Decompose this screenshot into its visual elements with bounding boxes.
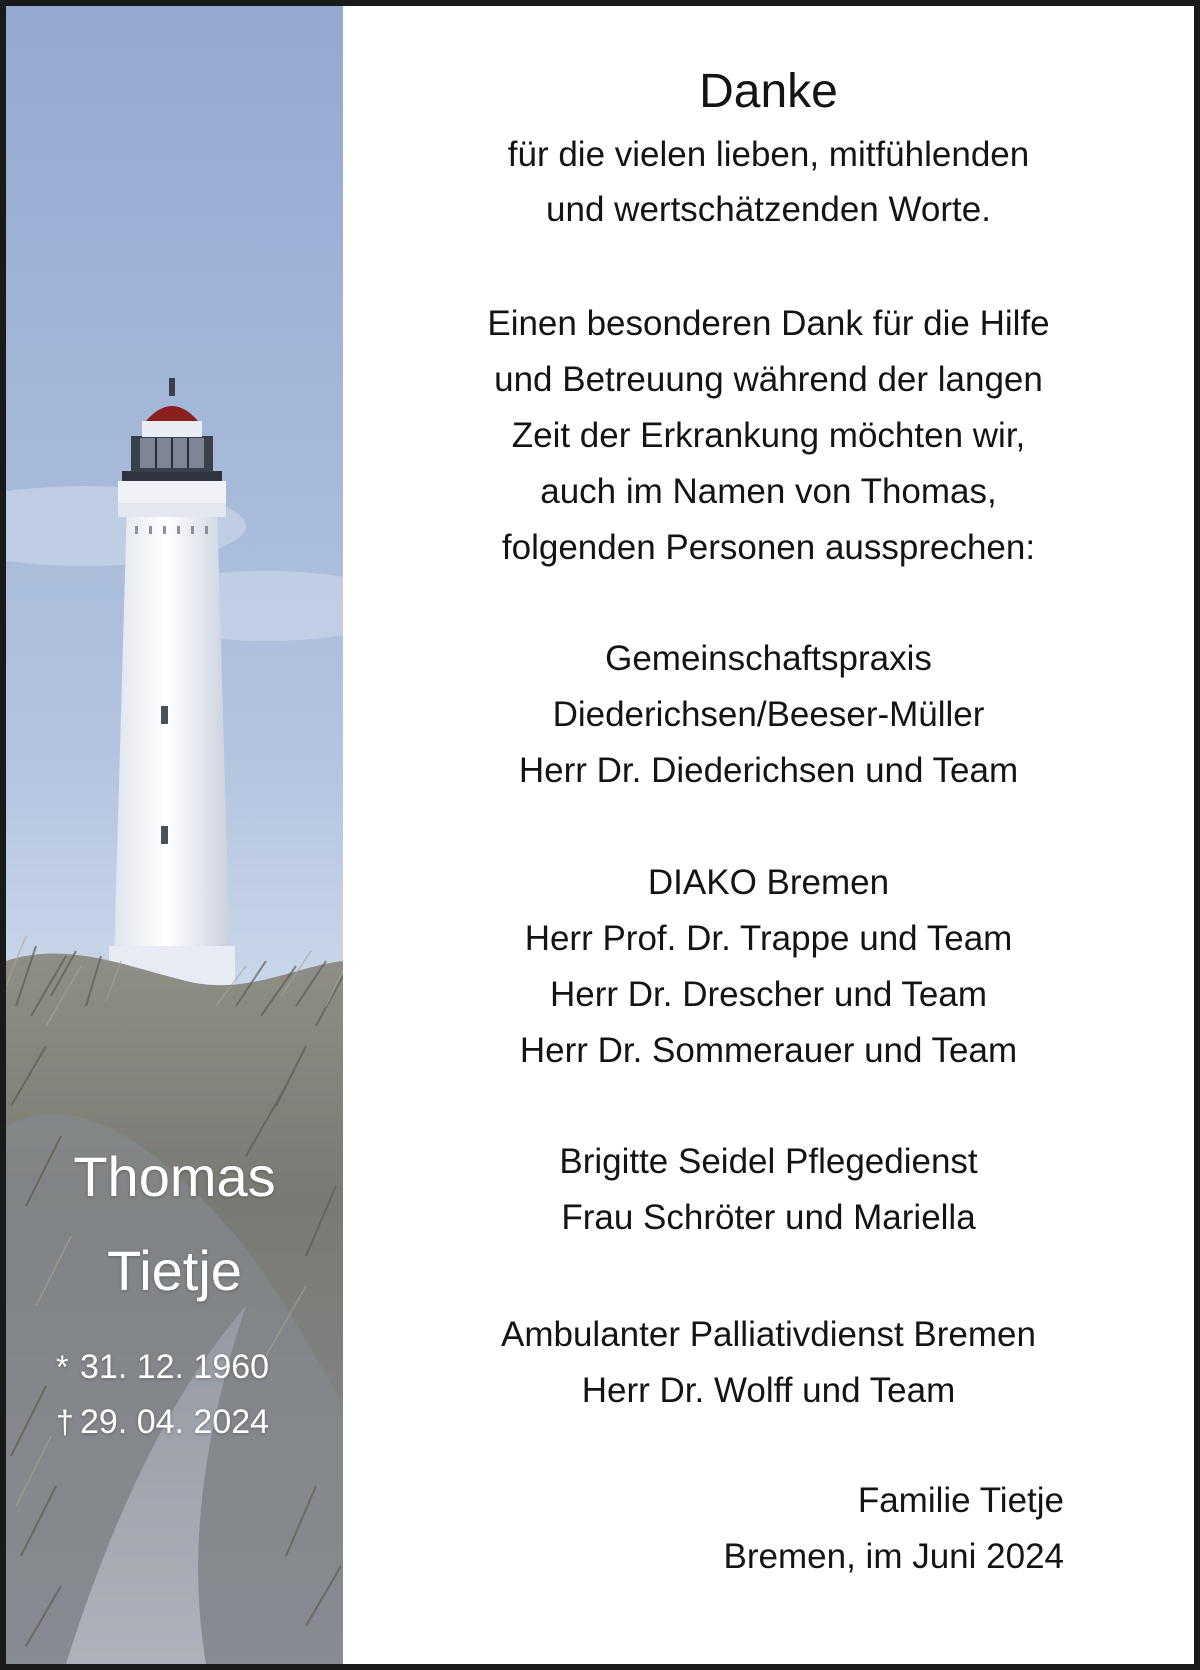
place-date: Bremen, im Juni 2024 [723, 1537, 1064, 1576]
thanks-group-line: Diederichsen/Beeser-Müller [552, 695, 985, 734]
thanks-group-line: Herr Prof. Dr. Trappe und Team [524, 919, 1013, 958]
paragraph-line: Einen besonderen Dank für die Hilfe [487, 304, 1050, 343]
page-title: Danke [699, 65, 838, 118]
paragraph-line: auch im Namen von Thomas, [540, 472, 997, 511]
thanks-group-line: Gemeinschaftspraxis [605, 639, 932, 678]
deceased-last-name: Tietje [107, 1239, 242, 1302]
paragraph-line: Zeit der Erkrankung möchten wir, [511, 416, 1026, 455]
birth-star-icon: * [56, 1349, 69, 1385]
paragraph-line: folgenden Personen aussprechen: [501, 528, 1036, 567]
thanks-group-line: DIAKO Bremen [647, 863, 890, 902]
birth-date-line [56, 1350, 269, 1384]
thanks-group-line: Brigitte Seidel Pflegedienst [559, 1142, 978, 1181]
death-date-line [56, 1405, 269, 1439]
thanks-group-line: Herr Dr. Sommerauer und Team [519, 1031, 1018, 1070]
intro-line: und wertschätzenden Worte. [546, 190, 991, 229]
lighthouse-photo [6, 6, 343, 1664]
thanks-group-line: Herr Dr. Diederichsen und Team [518, 751, 1019, 790]
deceased-first-name: Thomas [73, 1145, 276, 1208]
thanks-group-line: Ambulanter Palliativdienst Bremen [501, 1315, 1036, 1354]
thanks-group-line: Frau Schröter und Mariella [561, 1198, 976, 1237]
death-cross-icon: † [56, 1404, 74, 1440]
thanks-group-line: Herr Dr. Wolff und Team [581, 1371, 956, 1410]
paragraph-line: und Betreuung während der langen [494, 360, 1043, 399]
birth-date: 31. 12. 1960 [80, 1348, 270, 1386]
signature: Familie Tietje [857, 1481, 1064, 1520]
intro-line: für die vielen lieben, mitfühlenden [507, 135, 1030, 174]
thanks-group-line: Herr Dr. Drescher und Team [549, 975, 987, 1014]
death-date: 29. 04. 2024 [80, 1403, 270, 1441]
